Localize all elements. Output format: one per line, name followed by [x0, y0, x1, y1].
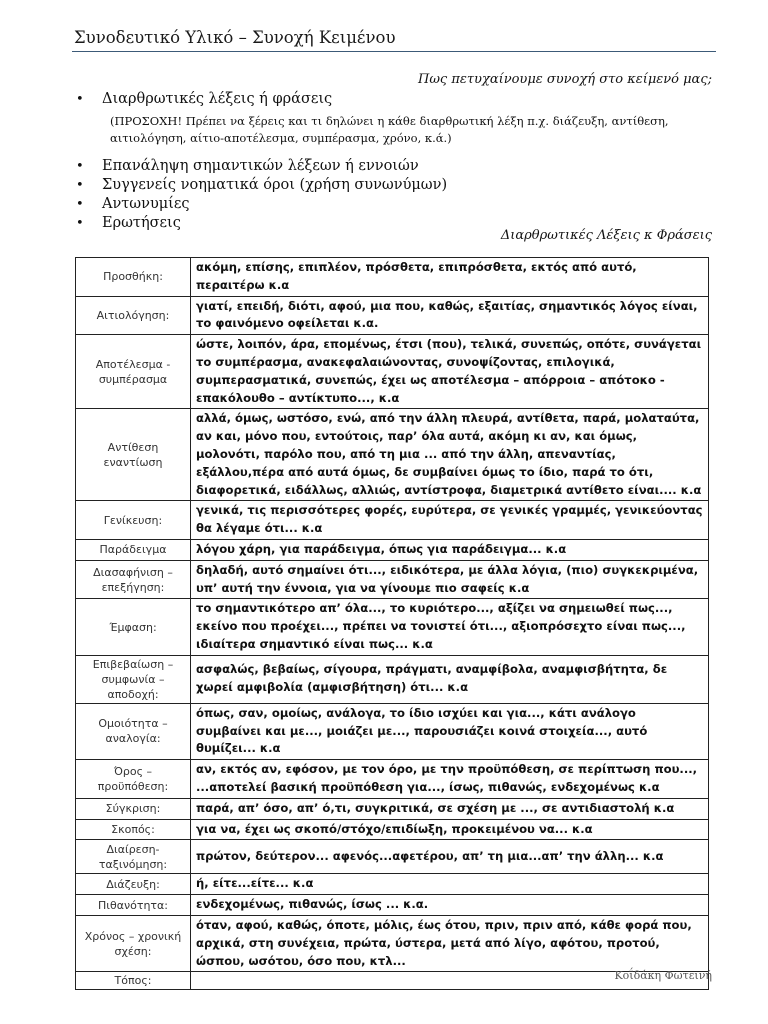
row-key: Σκοπός:	[76, 819, 191, 840]
table-row	[76, 895, 709, 916]
row-key: Διαίρεση- ταξινόμηση:	[76, 840, 191, 874]
table-row	[76, 560, 709, 599]
row-value: αν, εκτός αν, εφόσον, με τον όρο, με την προϋπόθεση, σε περίπτωση που..., ...αποτελεί βασική προϋπόθεση για..., ίσως, πιθανώς, ενδεχομένως κ.α	[191, 760, 709, 799]
table-caption: Διαρθρωτικές Λέξεις κ Φράσεις	[500, 228, 712, 243]
table-row	[76, 655, 709, 703]
row-value: παρά, απ’ όσο, απ’ ό,τι, συγκριτικά, σε σχέση με ..., σε αντιδιαστολή κ.α	[191, 798, 709, 819]
row-value: ασφαλώς, βεβαίως, σίγουρα, πράγματι, αναμφίβολα, αναμφισβήτητα, δε χωρεί αμφιβολία (αμφισβήτηση) ότι... κ.α	[191, 655, 709, 703]
table-row	[76, 258, 709, 297]
row-value: όταν, αφού, καθώς, όποτε, μόλις, έως ότου, πριν, πριν από, κάθε φορά που, αρχικά, στη συνέχεια, πρώτα, ύστερα, μετά από λίγο, αφότου, προτού, ώσπου, ωσότου, όσο που, κτλ...	[191, 915, 709, 971]
table-row	[76, 798, 709, 819]
bullet-item: • Ερωτήσεις	[72, 214, 722, 233]
intro-question: Πως πετυχαίνουμε συνοχή στο κείμενό μας;	[417, 72, 712, 87]
table-row	[76, 840, 709, 874]
attention-note: (ΠΡΟΣΟΧΗ! Πρέπει να ξέρεις και τι δηλώνει η κάθε διαρθρωτική λέξη π.χ. διάζευξη, αντίθεση, αιτιολόγηση, αίτιο-αποτέλεσμα, συμπέρασμα, χρόνο, κ.ά.)	[110, 114, 669, 145]
row-value: ακόμη, επίσης, επιπλέον, πρόσθετα, επιπρόσθετα, εκτός από αυτό, περαιτέρω κ.α	[191, 258, 709, 297]
row-value: λόγου χάρη, για παράδειγμα, όπως για παράδειγμα... κ.α	[191, 539, 709, 560]
row-value: ενδεχομένως, πιθανώς, ίσως ... κ.α.	[191, 895, 709, 916]
row-key: Διασαφήνιση – επεξήγηση:	[76, 560, 191, 599]
bullet-item: • Αντωνυμίες	[72, 195, 722, 214]
row-value: δηλαδή, αυτό σημαίνει ότι..., ειδικότερα, με άλλα λόγια, (πιο) συγκεκριμένα, υπ’ αυτή την έννοια, για να γίνουμε πιο σαφείς κ.α	[191, 560, 709, 599]
row-key: Επιβεβαίωση – συμφωνία – αποδοχή:	[76, 655, 191, 703]
row-value: ή, είτε...είτε... κ.α	[191, 874, 709, 895]
row-key: Όρος – προϋπόθεση:	[76, 760, 191, 799]
table-row	[76, 409, 709, 501]
author-footer: Κοΐδάκη Φωτεινή	[614, 969, 712, 982]
row-key: Αποτέλεσμα - συμπέρασμα	[76, 335, 191, 409]
row-value: όπως, σαν, ομοίως, ανάλογα, το ίδιο ισχύει και για..., κάτι ανάλογο συμβαίνει και με..., μοιάζει με..., παρουσιάζει κοινά στοιχεία..., αυτό θυμίζει... κ.α	[191, 703, 709, 759]
header-divider	[72, 51, 716, 52]
row-key: Αιτιολόγηση:	[76, 296, 191, 335]
row-key: Προσθήκη:	[76, 258, 191, 297]
row-key: Παράδειγμα	[76, 539, 191, 560]
row-value: γενικά, τις περισσότερες φορές, ευρύτερα, σε γενικές γραμμές, γενικεύοντας θα λέγαμε ότι... κ.α	[191, 501, 709, 540]
row-key: Πιθανότητα:	[76, 895, 191, 916]
row-key: Αντίθεση εναντίωση	[76, 409, 191, 501]
table-row	[76, 335, 709, 409]
row-key: Χρόνος – χρονική σχέση:	[76, 915, 191, 971]
bullet-item: • Επανάληψη σημαντικών λέξεων ή εννοιών	[72, 157, 722, 176]
table-row	[76, 539, 709, 560]
row-value: το σημαντικότερο απ’ όλα..., το κυριότερο..., αξίζει να σημειωθεί πως..., εκείνο που προέχει..., πρέπει να τονιστεί ότι..., αξιοπρόσεχτο είναι πως..., ιδιαίτερα σημαντικό είναι πως... κ.α	[191, 599, 709, 655]
bullet-item: • Συγγενείς νοηματικά όροι (χρήση συνωνύμων)	[72, 176, 722, 195]
table-row	[76, 296, 709, 335]
row-value: γιατί, επειδή, διότι, αφού, μια που, καθώς, εξαιτίας, σημαντικός λόγος είναι, το φαινόμενο οφείλεται κ.α.	[191, 296, 709, 335]
row-key: Διάζευξη:	[76, 874, 191, 895]
connectives-table	[75, 257, 709, 990]
bullet-item: • Διαρθρωτικές λέξεις ή φράσεις	[72, 90, 722, 109]
page-title: Συνοδευτικό Υλικό – Συνοχή Κειμένου	[74, 28, 396, 47]
row-value: πρώτον, δεύτερον... αφενός...αφετέρου, απ’ τη μια...απ’ την άλλη... κ.α	[191, 840, 709, 874]
row-key: Σύγκριση:	[76, 798, 191, 819]
row-value: ώστε, λοιπόν, άρα, επομένως, έτσι (που), τελικά, συνεπώς, οπότε, συνάγεται το συμπέρασμα, ανακεφαλαιώνοντας, συνοψίζοντας, επιλογικά, συμπερασματικά, συνεπώς, έχει ως αποτέλεσμα – απόρροια – απότοκο - επακόλουθο – αντίκτυπο..., κ.α	[191, 335, 709, 409]
row-value: αλλά, όμως, ωστόσο, ενώ, από την άλλη πλευρά, αντίθετα, παρά, μολαταύτα, αν και, μόνο που, εντούτοις, παρ’ όλα αυτά, ακόμη κι αν, και όμως, μολονότι, παρόλο που, από τη μια ... από την άλλη, απεναντίας, εξάλλου,πέρα από αυτά όμως, δε συμβαίνει όμως το ίδιο, παρά το ότι, διαφορετικά, ειδάλλως, αλλιώς, αντίστροφα, διαμετρικά αντίθετο είναι.... κ.α	[191, 409, 709, 501]
row-key: Τόπος:	[76, 972, 191, 990]
table-row	[76, 915, 709, 971]
bullet-list	[72, 90, 722, 233]
row-key: Γενίκευση:	[76, 501, 191, 540]
row-key: Ομοιότητα – αναλογία:	[76, 703, 191, 759]
table-row	[76, 819, 709, 840]
row-value: για να, έχει ως σκοπό/στόχο/επιδίωξη, προκειμένου να... κ.α	[191, 819, 709, 840]
table-row	[76, 703, 709, 759]
table-row	[76, 501, 709, 540]
table-row	[76, 599, 709, 655]
table-row	[76, 760, 709, 799]
table-row	[76, 874, 709, 895]
row-key: Έμφαση:	[76, 599, 191, 655]
